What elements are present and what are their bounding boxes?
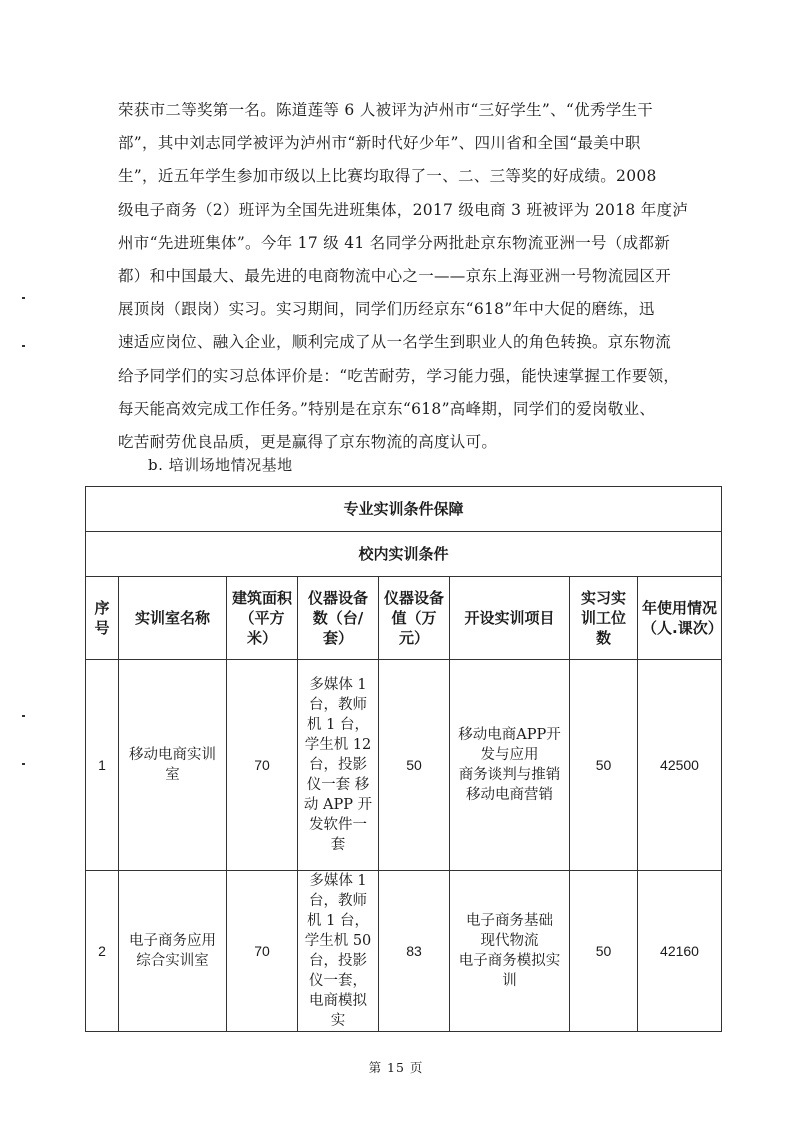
scan-mark — [22, 763, 25, 765]
cell-value: 83 — [379, 871, 450, 1032]
paragraph-line: 每天能高效完成工作任务。”特别是在京东“618”高峰期，同学们的爱岗敬业、 — [118, 399, 656, 418]
header-usage: 年使用情况（人.课次） — [638, 577, 722, 660]
cell-area: 70 — [227, 871, 298, 1032]
cell-equipment: 多媒体 1 台，教师机 1 台，学生机 12 台，投影仪一套 移动 APP 开发软件一套 — [298, 660, 379, 871]
page-number: 第 15 页 — [368, 1060, 424, 1075]
paragraph-line: 级电子商务（2）班评为全国先进班集体，2017 级电商 3 班被评为 2018 年度泸 — [118, 200, 689, 219]
header-name: 实训室名称 — [119, 577, 227, 660]
cell-value: 50 — [379, 660, 450, 871]
cell-name: 电子商务应用综合实训室 — [119, 871, 227, 1032]
header-value: 仪器设备值（万元） — [379, 577, 450, 660]
paragraph-line: 都）和中国最大、最先进的电商物流中心之一——京东上海亚洲一号物流园区开 — [118, 267, 672, 286]
paragraph-line: 展顶岗（跟岗）实习。实习期间，同学们历经京东“618”年中大促的磨练，迅 — [118, 300, 655, 319]
cell-projects — [450, 660, 570, 871]
project-item: 现代物流 — [480, 933, 539, 949]
header-projects: 开设实训项目 — [450, 577, 570, 660]
table-title: 专业实训条件保障 — [86, 487, 722, 532]
project-item: 商务谈判与推销 — [458, 767, 561, 783]
cell-projects — [450, 871, 570, 1032]
header-area: 建筑面积（平方米） — [227, 577, 298, 660]
paragraph-line: 荣获市二等奖第一名。陈道莲等 6 人被评为泸州市“三好学生”、“优秀学生干 — [118, 101, 654, 119]
scan-mark — [22, 297, 25, 299]
paragraph-line: 部”，其中刘志同学被评为泸州市“新时代好少年”、四川省和全国“最美中职 — [118, 134, 641, 153]
section-subheading: b. 培训场地情况基地 — [148, 456, 293, 474]
cell-stations: 50 — [570, 871, 638, 1032]
header-equipment: 仪器设备数（台/套） — [298, 577, 379, 660]
paragraph-line: 吃苦耐劳优良品质，更是赢得了京东物流的高度认可。 — [118, 433, 498, 452]
cell-usage: 42500 — [638, 660, 722, 871]
table-subtitle-row — [86, 532, 722, 577]
table-title-row — [86, 487, 722, 532]
cell-equipment: 多媒体 1 台，教师机 1 台，学生机 50 台，投影仪一套，电商模拟实 — [298, 871, 379, 1032]
table-row — [86, 871, 722, 1032]
cell-seq: 1 — [86, 660, 119, 871]
header-seq: 序号 — [86, 577, 119, 660]
project-item: 电子商务基础 — [466, 913, 553, 929]
cell-usage: 42160 — [638, 871, 722, 1032]
table-row — [86, 660, 722, 871]
paragraph-line: 速适应岗位、融入企业，顺利完成了从一名学生到职业人的角色转换。京东物流 — [118, 333, 672, 352]
project-item: 电子商务模拟实训 — [458, 953, 561, 989]
paragraph-line: 给予同学们的实习总体评价是：“吃苦耐劳，学习能力强，能快速掌握工作要领， — [118, 366, 680, 385]
cell-name: 移动电商实训室 — [119, 660, 227, 871]
project-item: 移动电商营销 — [466, 787, 553, 803]
cell-stations: 50 — [570, 660, 638, 871]
cell-seq: 2 — [86, 871, 119, 1032]
body-paragraph — [118, 94, 689, 459]
training-conditions-table — [85, 486, 722, 1032]
paragraph-line: 生”，近五年学生参加市级以上比赛均取得了一、二、三等奖的好成绩。2008 — [118, 167, 657, 186]
cell-area: 70 — [227, 660, 298, 871]
table-subtitle: 校内实训条件 — [86, 532, 722, 577]
project-item: 移动电商APP开发与应用 — [458, 727, 561, 763]
paragraph-line: 州市“先进班集体”。今年 17 级 41 名同学分两批赴京东物流亚洲一号（成都新 — [118, 233, 671, 252]
table-header-row — [86, 577, 722, 660]
header-stations: 实习实训工位数 — [570, 577, 638, 660]
scan-mark — [22, 715, 25, 717]
scan-mark — [22, 345, 25, 347]
